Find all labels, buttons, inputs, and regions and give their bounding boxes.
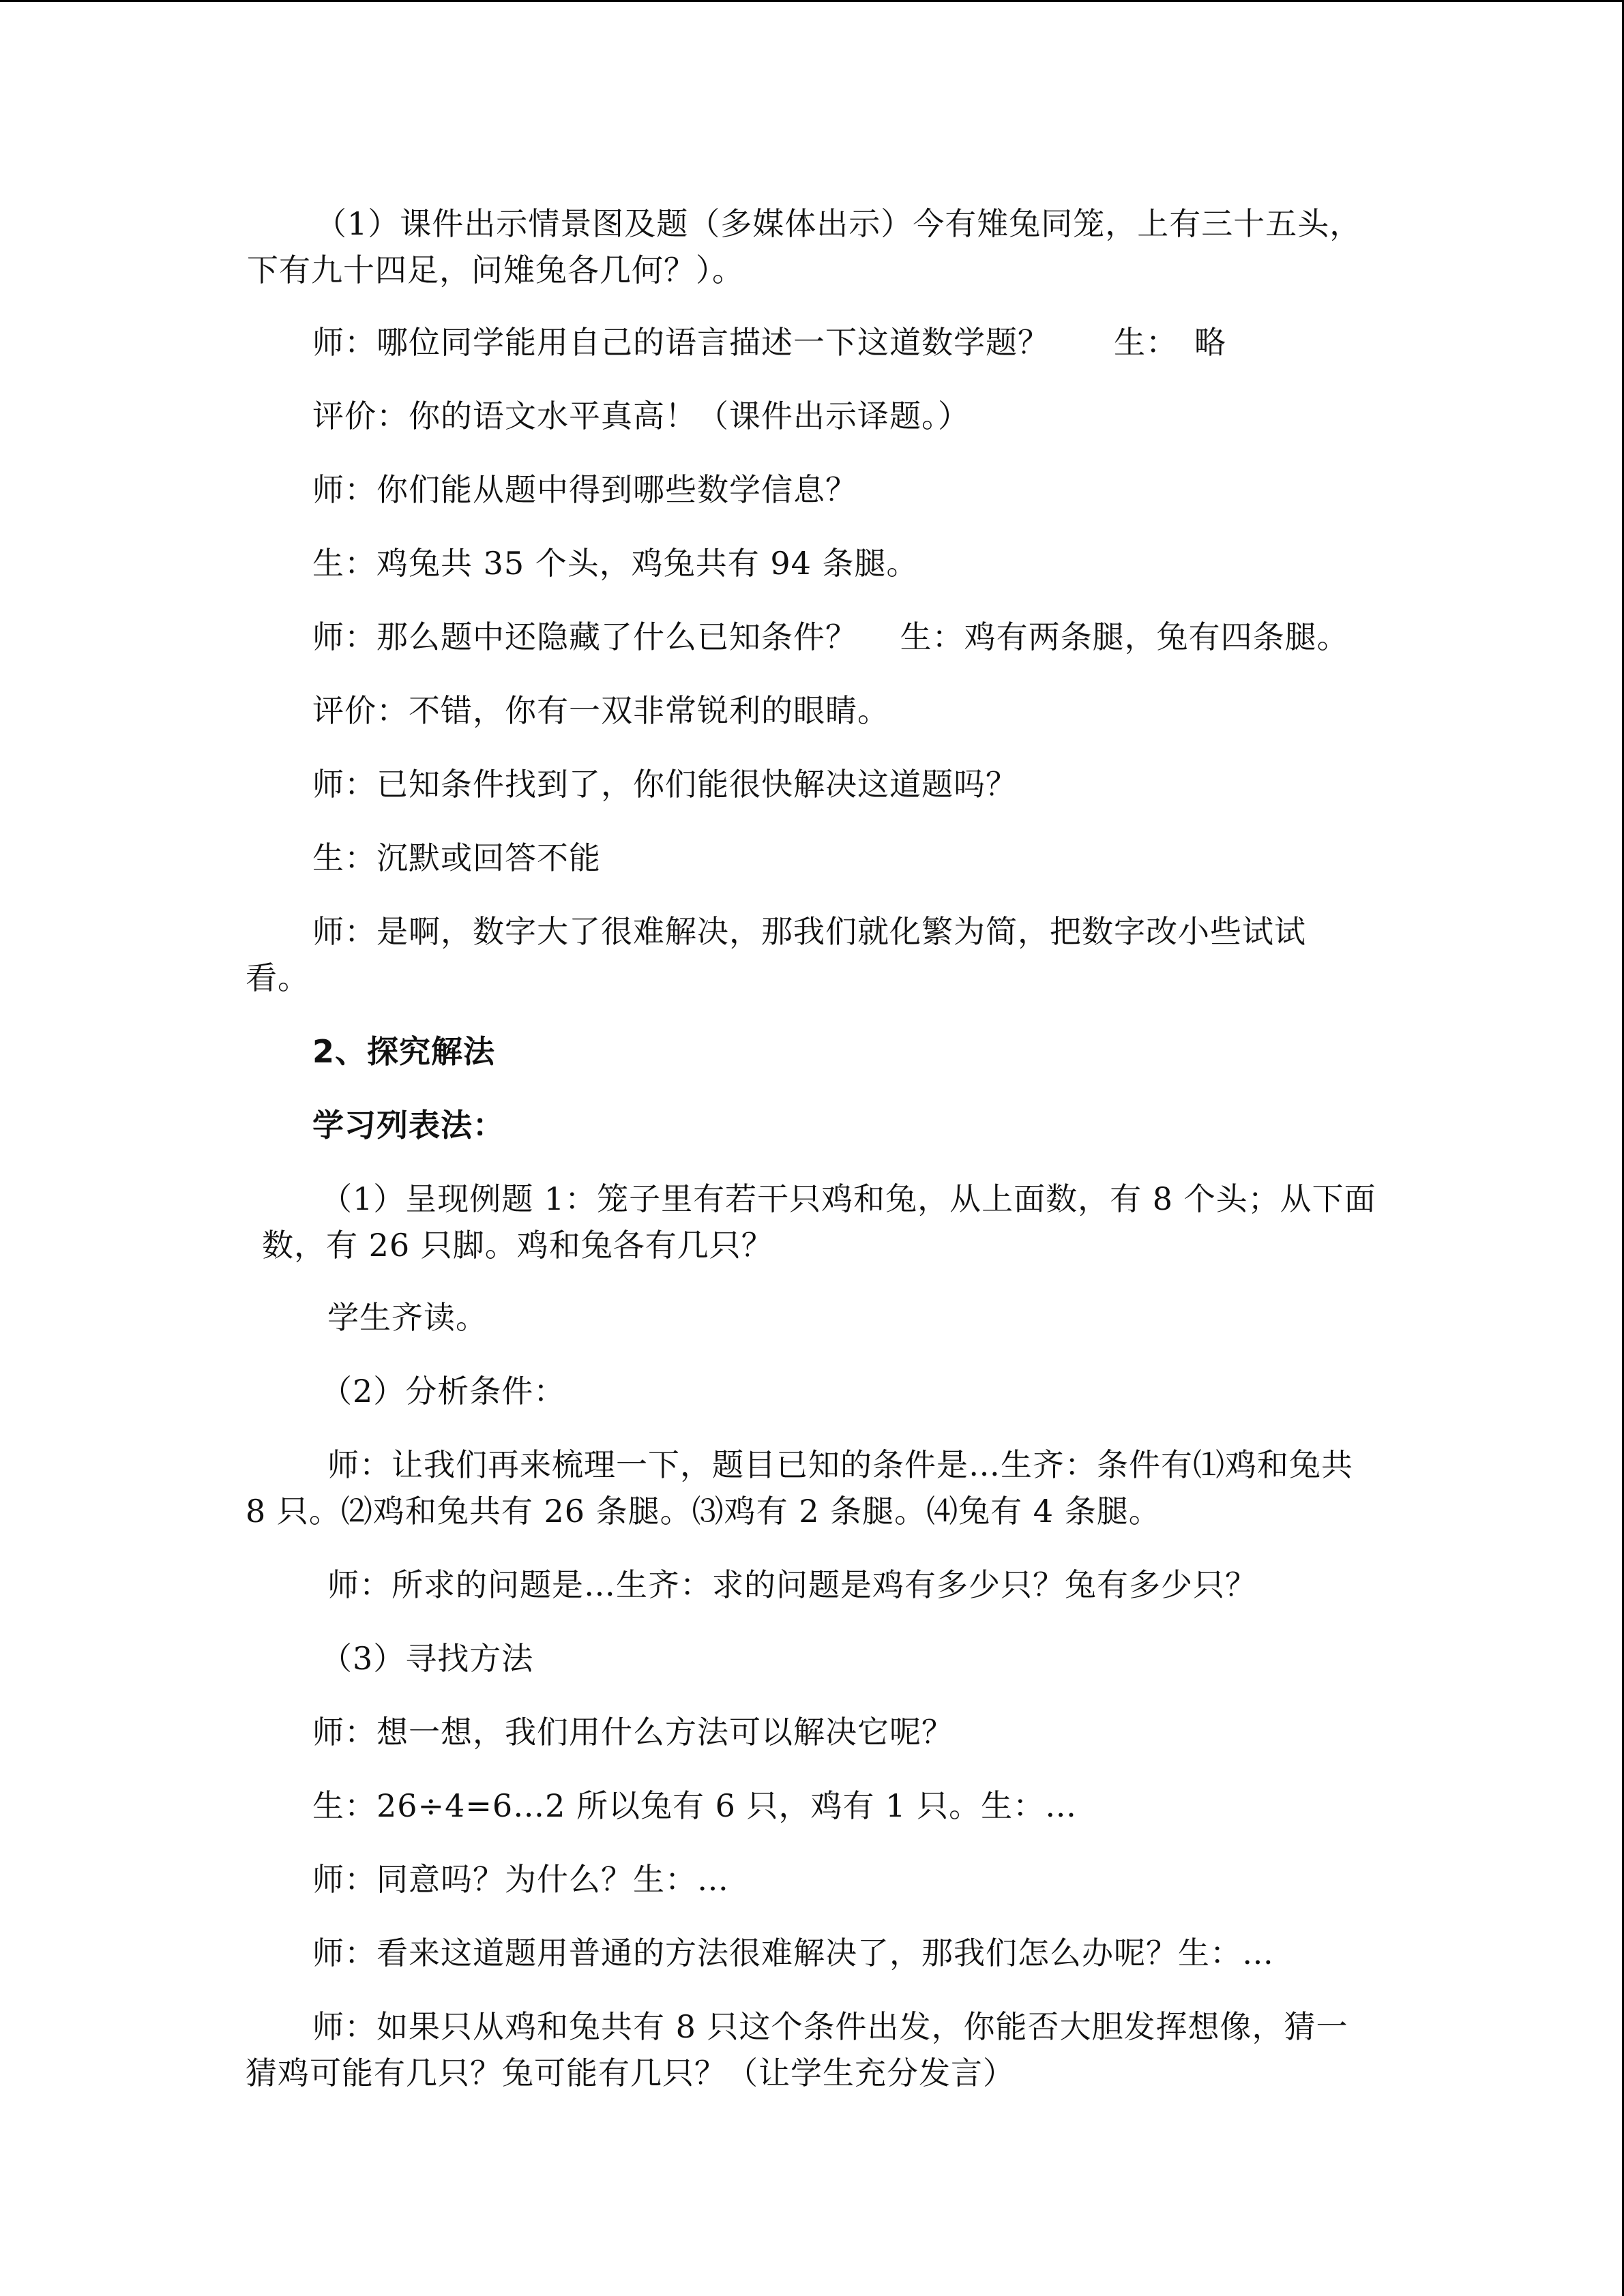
text-line: 看。 xyxy=(246,959,310,996)
text-line: （3）寻找方法 xyxy=(321,1640,534,1677)
text-line: 师：同意吗？为什么？生：… xyxy=(312,1861,729,1898)
text-line: 师：哪位同学能用自己的语言描述一下这道数学题？ 生： 略 xyxy=(312,324,1226,361)
text-line: 师：你们能从题中得到哪些数学信息？ xyxy=(312,471,857,508)
text-line: 猜鸡可能有几只？兔可能有几只？（让学生充分发言） xyxy=(246,2055,1015,2091)
text-line: 师：让我们再来梳理一下，题目已知的条件是…生齐：条件有⑴鸡和兔共 xyxy=(327,1446,1353,1483)
text-line: 评价：不错，你有一双非常锐利的眼睛。 xyxy=(312,692,889,729)
text-line: 数，有 26 只脚。鸡和兔各有几只？ xyxy=(262,1227,773,1264)
text-line: 师：如果只从鸡和兔共有 8 只这个条件出发，你能否大胆发挥想像，猜一 xyxy=(312,2008,1348,2045)
text-line: （1）呈现例题 1：笼子里有若干只鸡和兔，从上面数，有 8 个头；从下面 xyxy=(321,1180,1376,1217)
text-line: 生：沉默或回答不能 xyxy=(312,839,601,876)
text-line: 师：所求的问题是…生齐：求的问题是鸡有多少只？兔有多少只？ xyxy=(327,1566,1257,1603)
text-line: 师：是啊，数字大了很难解决，那我们就化繁为简，把数字改小些试试 xyxy=(312,913,1306,950)
text-line: 生：26÷4=6…2 所以兔有 6 只，鸡有 1 只。生：… xyxy=(312,1787,1078,1824)
text-line: 评价：你的语文水平真高！（课件出示译题。） xyxy=(312,398,970,434)
text-line: 8 只。⑵鸡和兔共有 26 条腿。⑶鸡有 2 条腿。⑷兔有 4 条腿。 xyxy=(246,1493,1161,1530)
text-line: 师：想一想，我们用什么方法可以解决它呢？ xyxy=(312,1714,954,1750)
subsection-heading: 学习列表法： xyxy=(312,1107,505,1144)
text-line: （2）分析条件： xyxy=(321,1373,566,1410)
text-line: 师：已知条件找到了，你们能很快解决这道题吗？ xyxy=(312,766,1018,803)
section-heading: 2、探究解法 xyxy=(312,1033,496,1070)
text-line: 生：鸡兔共 35 个头，鸡兔共有 94 条腿。 xyxy=(312,545,919,582)
text-line: （1）课件出示情景图及题（多媒体出示）今有雉兔同笼，上有三十五头， xyxy=(315,205,1362,242)
text-line: 师：那么题中还隐藏了什么已知条件？ 生：鸡有两条腿，兔有四条腿。 xyxy=(312,618,1349,655)
text-line: 师：看来这道题用普通的方法很难解决了，那我们怎么办呢？生：… xyxy=(312,1935,1274,1971)
text-line: 下有九十四足，问雉兔各几何？）。 xyxy=(247,252,744,288)
text-line: 学生齐读。 xyxy=(327,1299,488,1336)
